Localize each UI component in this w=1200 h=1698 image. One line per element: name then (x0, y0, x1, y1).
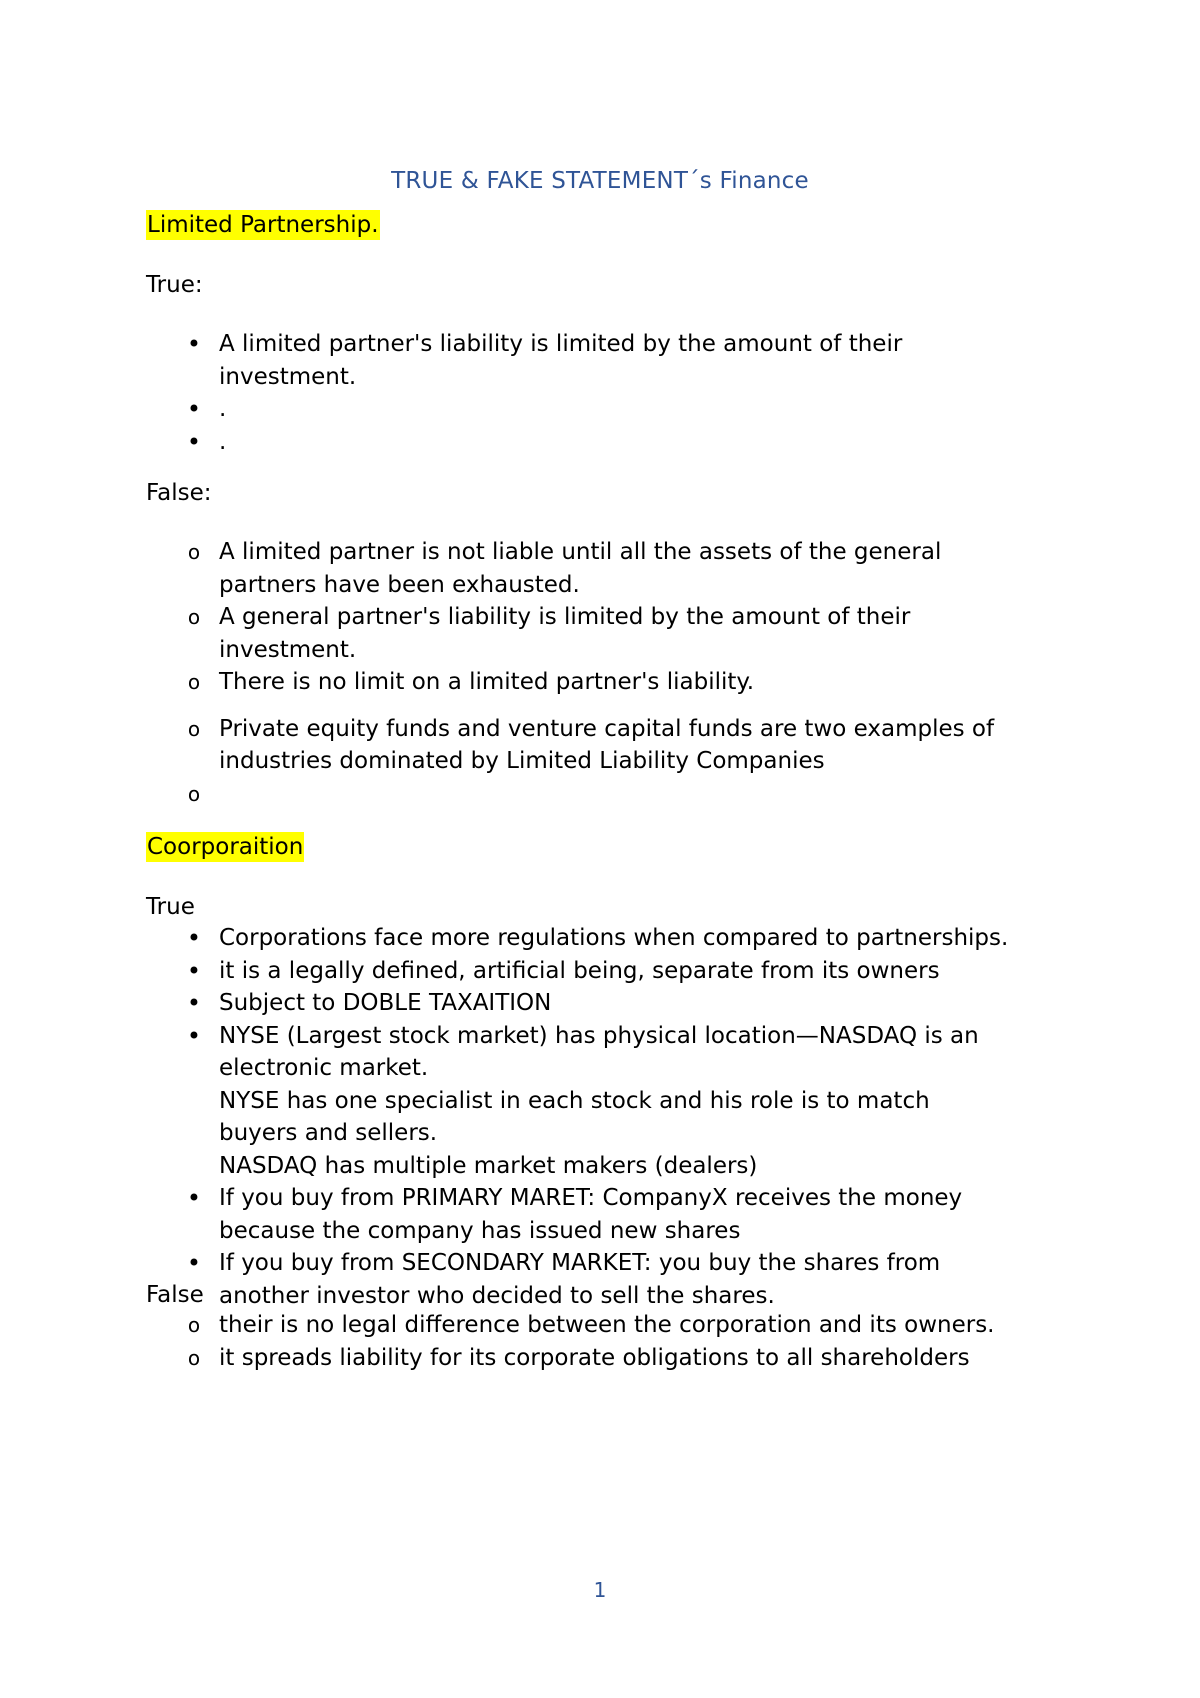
list-item-text: investment. (219, 363, 357, 390)
list-item-text: buyers and sellers. (219, 1120, 438, 1146)
bullet-icon (184, 1182, 204, 1216)
false-label: False: (146, 480, 212, 506)
true-label: True: (146, 272, 203, 298)
list-item-text: because the company has issued new shares (219, 1217, 741, 1244)
list-item-text (219, 778, 1076, 811)
bullet-icon (184, 1020, 204, 1054)
bullet-icon (184, 955, 204, 989)
list-item (146, 1247, 1076, 1312)
circle-bullet-icon (184, 1309, 204, 1342)
list-item-text: . (219, 428, 227, 455)
list-item (146, 987, 1076, 1020)
list-item-text: A limited partner's liability is limited by the amount of their (219, 331, 903, 357)
list-item (146, 601, 1076, 666)
list-item-text: NYSE has one specialist in each stock and his role is to match (219, 1087, 930, 1114)
bullet-icon (184, 1247, 204, 1281)
bullet-icon (184, 393, 204, 427)
list-item-text: A limited partner is not liable until all the assets of the general (219, 539, 942, 565)
true-label: True (146, 894, 195, 920)
list-item (146, 426, 1076, 459)
false-list-corporation (146, 1309, 1076, 1374)
bullet-icon (184, 922, 204, 956)
circle-bullet-icon (184, 666, 204, 699)
list-item (146, 955, 1076, 988)
bullet-icon (184, 328, 204, 362)
list-item-text: Corporations face more regulations when compared to partnerships. (219, 925, 1009, 951)
list-item (146, 1309, 1076, 1342)
list-item (146, 713, 1076, 778)
list-item (146, 778, 1076, 811)
list-item-text: NYSE (Largest stock market) has physical location—NASDAQ is an (219, 1022, 979, 1049)
list-item-text: If you buy from PRIMARY MARET: CompanyX receives the money (219, 1185, 963, 1211)
page-number: 1 (593, 1578, 607, 1602)
list-item-text: . (219, 396, 227, 422)
list-item-text: NASDAQ has multiple market makers (dealers) (219, 1152, 758, 1179)
circle-bullet-icon (184, 778, 204, 811)
list-item-text: A general partner's liability is limited by the amount of their (219, 604, 911, 630)
list-item (146, 922, 1076, 955)
list-item (146, 328, 1076, 393)
false-label: False (146, 1282, 204, 1308)
list-item-text: it spreads liability for its corporate obligations to all shareholders (219, 1344, 970, 1371)
list-item (146, 1020, 1076, 1183)
list-item (146, 536, 1076, 601)
list-item-text: another investor who decided to sell the shares. (219, 1282, 775, 1309)
circle-bullet-icon (184, 536, 204, 569)
list-item-text: partners have been exhausted. (219, 571, 580, 598)
true-list-limited-partnership (146, 328, 1076, 458)
list-item-text: There is no limit on a limited partner's liability. (219, 669, 755, 695)
list-item-text: their is no legal difference between the corporation and its owners. (219, 1312, 995, 1338)
true-list-corporation (146, 922, 1076, 1312)
circle-bullet-icon (184, 601, 204, 634)
bullet-icon (184, 987, 204, 1021)
list-item (146, 393, 1076, 426)
list-item-text: investment. (219, 636, 357, 663)
list-item (146, 1182, 1076, 1247)
circle-bullet-icon (184, 1342, 204, 1375)
list-item-text: electronic market. (219, 1055, 429, 1081)
list-item-text: Subject to DOBLE TAXAITION (219, 990, 552, 1016)
document-title: TRUE & FAKE STATEMENT´s Finance (391, 168, 809, 194)
circle-bullet-icon (184, 713, 204, 746)
list-spacer (146, 699, 1076, 713)
list-item-text: industries dominated by Limited Liability Companies (219, 748, 825, 774)
list-item-text: Private equity funds and venture capital funds are two examples of (219, 715, 995, 742)
list-item-text: If you buy from SECONDARY MARKET: you buy the shares from (219, 1250, 941, 1276)
list-item (146, 666, 1076, 699)
list-item (146, 1342, 1076, 1375)
section-heading-corporation: Coorporaition (147, 834, 304, 860)
bullet-icon (184, 426, 204, 460)
section-heading-limited-partnership: Limited Partnership. (147, 212, 379, 238)
list-item-text: it is a legally defined, artificial being, separate from its owners (219, 957, 940, 984)
false-list-limited-partnership (146, 536, 1076, 810)
